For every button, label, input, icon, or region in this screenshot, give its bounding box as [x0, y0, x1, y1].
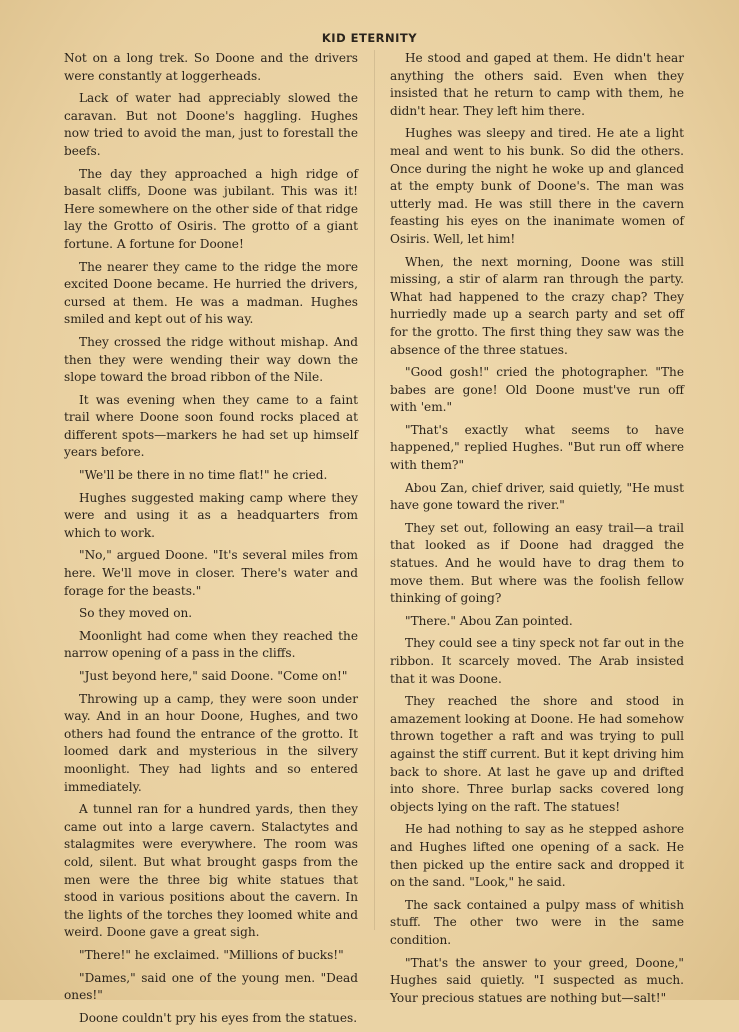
- paragraph: Hughes was sleepy and tired. He ate a light meal and went to his bunk. So did the others. Once during the night he woke up and glanced at the empty bunk of Doone's. The man was utterly mad. He was still there in the cavern feasting his eyes on the inanimate women of Osiris. Well, let him!: [390, 126, 684, 246]
- paragraph: Doone couldn't pry his eyes from the statues.: [79, 1010, 358, 1025]
- paragraph: "Good gosh!" cried the photographer. "The babes are gone! Old Doone must've run off with 'em.": [390, 365, 684, 415]
- paragraph: "No," argued Doone. "It's several miles from here. We'll move in closer. There's water and forage for the beasts.": [64, 548, 358, 598]
- right-column: [390, 50, 684, 1012]
- paragraph: The sack contained a pulpy mass of whitish stuff. The other two were in the same condition.: [390, 897, 684, 947]
- paragraph: The day they approached a high ridge of basalt cliffs, Doone was jubilant. This was it! Here somewhere on the other side of that ridge lay the Grotto of Osiris. The grotto of a giant fortune. A fortune for Doone!: [64, 166, 358, 251]
- left-column: [64, 50, 358, 1032]
- paragraph: Lack of water had appreciably slowed the caravan. But not Doone's haggling. Hughes now tried to avoid the man, just to forestall the beefs.: [64, 91, 358, 158]
- paragraph: They reached the shore and stood in amazement looking at Doone. He had somehow thrown together a raft and was trying to pull against the stiff current. But it kept driving him back to shore. At last he gave up and drifted into shore. Three burlap sacks covered long objects lying on the raft. The statues!: [390, 694, 684, 814]
- paragraph: "Just beyond here," said Doone. "Come on!": [79, 669, 348, 683]
- paragraph: He stood and gaped at them. He didn't hear anything the others said. Even when they insisted that he return to camp with them, he didn't hear. They left him there.: [390, 51, 684, 118]
- paragraph: "Dames," said one of the young men. "Dead ones!": [64, 970, 358, 1003]
- paragraph: "That's exactly what seems to have happened," replied Hughes. "But run off where with them?": [390, 422, 684, 473]
- paragraph: Moonlight had come when they reached the narrow opening of a pass in the cliffs.: [64, 628, 358, 661]
- paragraph: When, the next morning, Doone was still missing, a stir of alarm ran through the party. What had happened to the crazy chap? They hurriedly made up a search party and set off for the grotto. The first thing they saw was the absence of the three statues.: [390, 254, 684, 357]
- paragraph: The nearer they came to the ridge the more excited Doone became. He hurried the drivers, cursed at them. He was a madman. Hughes smiled and kept out of his way.: [64, 259, 358, 327]
- paragraph: Not on a long trek. So Doone and the drivers were constantly at loggerheads.: [64, 51, 358, 83]
- page-header: KID ETERNITY: [321, 31, 418, 45]
- paragraph: He had nothing to say as he stepped ashore and Hughes lifted one opening of a sack. He then picked up the entire sack and dropped it on the sand. "Look," he said.: [390, 822, 684, 890]
- paragraph: It was evening when they came to a faint trail where Doone soon found rocks placed at different spots—markers he had set up himself years before.: [64, 392, 358, 460]
- paragraph: They could see a tiny speck not far out in the ribbon. It scarcely moved. The Arab insisted that it was Doone.: [390, 636, 684, 686]
- paragraph: "There!" he exclaimed. "Millions of bucks!": [79, 947, 344, 962]
- paragraph: A tunnel ran for a hundred yards, then they came out into a large cavern. Stalactytes and stalagmites were everywhere. The room was cold, silent. But what brought gasps from the men were the three big white statues that stood in various positions about the cavern. In the lights of the torches they loomed white and weird. Doone gave a great sigh.: [64, 802, 358, 940]
- paragraph: They crossed the ridge without mishap. And then they were wending their way down the slope toward the broad ribbon of the Nile.: [64, 334, 358, 385]
- paragraph: Abou Zan, chief driver, said quietly, "He must have gone toward the river.": [390, 480, 684, 513]
- column-divider: [374, 50, 375, 930]
- paragraph: "There." Abou Zan pointed.: [405, 613, 573, 628]
- paragraph: "We'll be there in no time flat!" he cried.: [79, 468, 328, 483]
- paragraph: So they moved on.: [79, 606, 193, 621]
- paragraph: They set out, following an easy trail—a trail that looked as if Doone had dragged the statues. And he would have to drag them to move them. But where was the foolish fellow thinking of going?: [390, 520, 684, 606]
- paragraph: Hughes suggested making camp where they were and using it as a headquarters from which to work.: [64, 490, 358, 540]
- paragraph: "That's the answer to your greed, Doone," Hughes said quietly. "I suspected as much. Your precious statues are nothing but—salt!": [390, 955, 684, 1005]
- paragraph: Throwing up a camp, they were soon under way. And in an hour Doone, Hughes, and two others had found the entrance of the grotto. It loomed dark and mysterious in the silvery moonlight. They had lights and so entered immediately.: [64, 691, 358, 794]
